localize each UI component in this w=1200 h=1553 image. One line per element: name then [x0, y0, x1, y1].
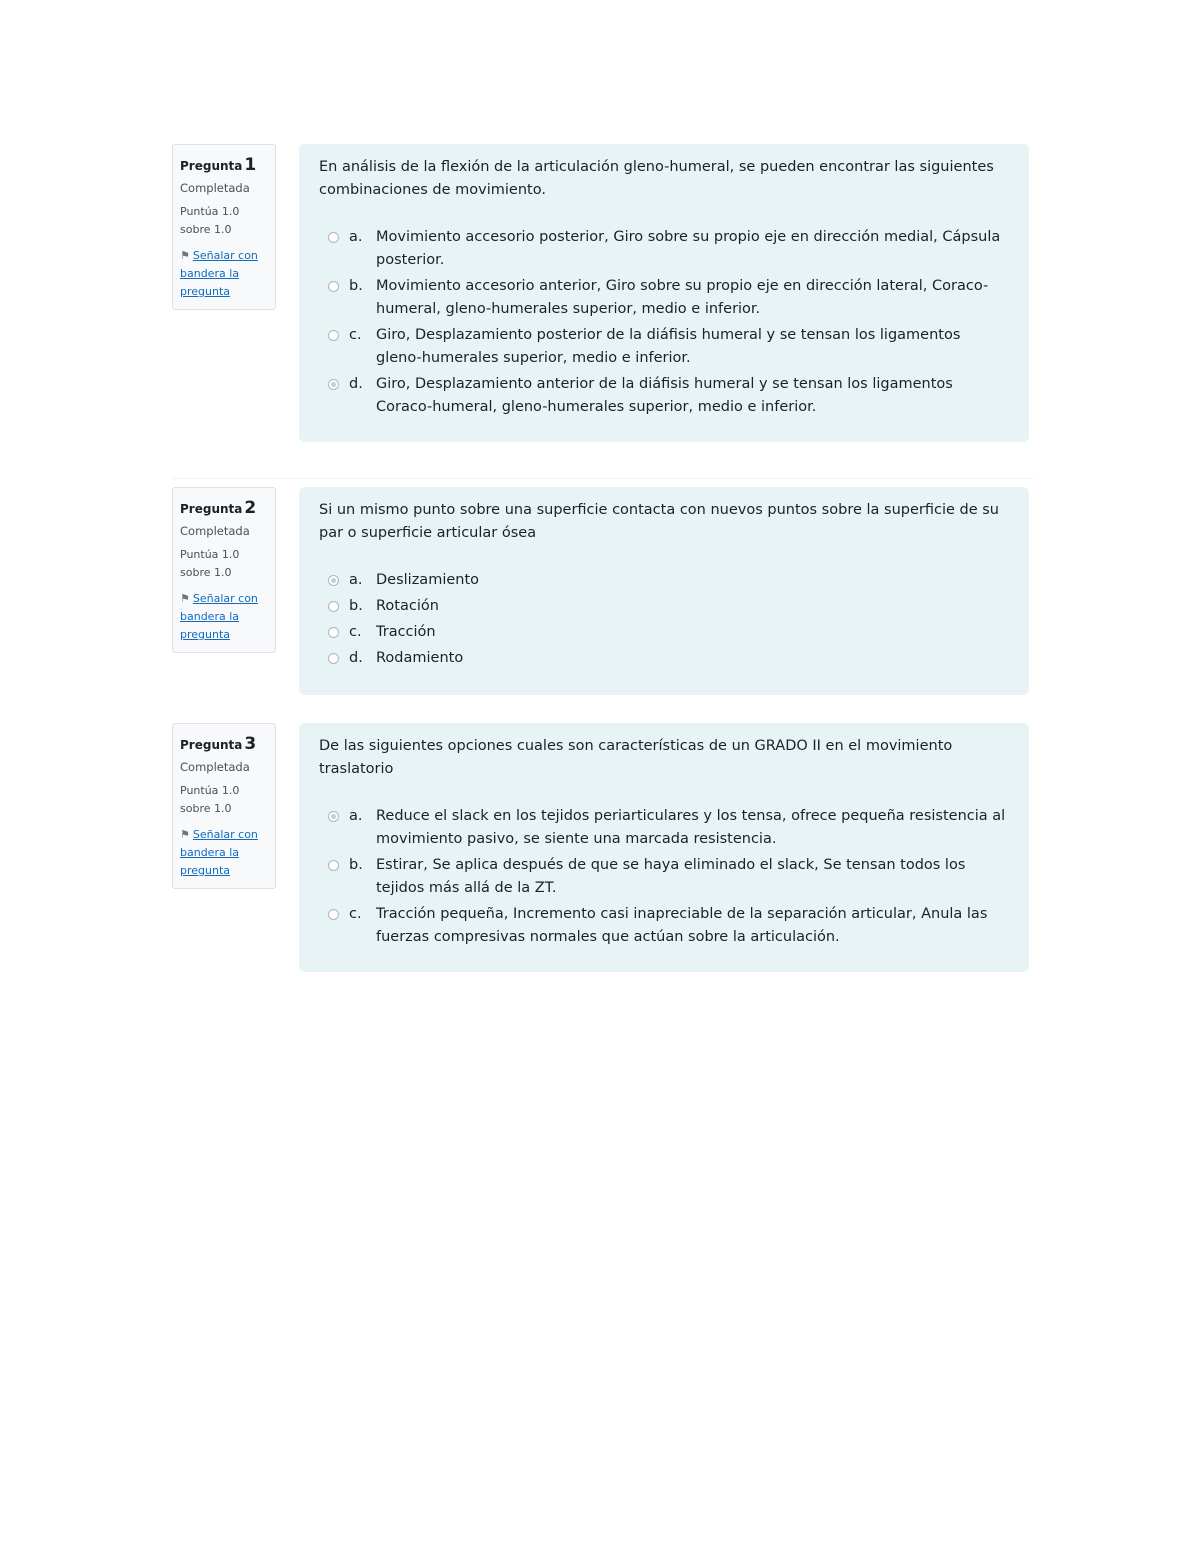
- answer-letter: a.: [349, 229, 363, 245]
- answer-option-a[interactable]: [319, 569, 1009, 592]
- flag-question-text[interactable]: Señalar con bandera la pregunta: [180, 249, 258, 298]
- question-info: [172, 144, 276, 310]
- radio-button[interactable]: [328, 330, 339, 341]
- radio-button-selected[interactable]: [328, 575, 339, 586]
- flag-icon: ⚑: [180, 828, 190, 841]
- answer-text: Estirar, Se aplica después de que se haya eliminado el slack, Se tensan todos los tejidos más allá de la ZT.: [376, 857, 966, 896]
- answer-option-a[interactable]: [319, 805, 1009, 851]
- answer-letter: b.: [349, 857, 363, 873]
- question-label: Pregunta: [180, 502, 243, 516]
- answer-letter: d.: [349, 376, 363, 392]
- question-divider: [172, 478, 1034, 479]
- answer-text: Deslizamiento: [376, 572, 480, 588]
- radio-button-selected[interactable]: [328, 379, 339, 390]
- radio-button[interactable]: [328, 627, 339, 638]
- answer-text: Rodamiento: [376, 650, 464, 666]
- question-content: [299, 487, 1029, 695]
- flag-question-link[interactable]: [180, 826, 272, 880]
- answer-letter: c.: [349, 624, 362, 640]
- question-state: Completada: [180, 524, 250, 538]
- question-grade: Puntúa 1.0 sobre 1.0: [180, 784, 240, 815]
- answer-letter: a.: [349, 572, 363, 588]
- question-state: Completada: [180, 760, 250, 774]
- answer-option-a[interactable]: [319, 226, 1009, 272]
- answer-text: Movimiento accesorio anterior, Giro sobre su propio eje en dirección lateral, Coraco-humeral, gleno-humerales superior, medio e inferior.: [376, 278, 989, 317]
- answer-letter: c.: [349, 906, 362, 922]
- answer-option-c[interactable]: [319, 621, 1009, 644]
- answer-text: Rotación: [376, 598, 439, 614]
- answer-option-d[interactable]: [319, 373, 1009, 419]
- question-info: [172, 487, 276, 653]
- question-content: [299, 723, 1029, 972]
- answer-option-b[interactable]: [319, 595, 1009, 618]
- question-number: [180, 734, 275, 754]
- answer-letter: b.: [349, 598, 363, 614]
- question-number: [180, 155, 275, 175]
- question-label: Pregunta: [180, 159, 243, 173]
- question-grade: Puntúa 1.0 sobre 1.0: [180, 548, 240, 579]
- flag-question-link[interactable]: [180, 590, 272, 644]
- question-number-value: 2: [244, 498, 257, 518]
- radio-button[interactable]: [328, 281, 339, 292]
- answer-text: Giro, Desplazamiento posterior de la diáfisis humeral y se tensan los ligamentos gleno-humerales superior, medio e inferior.: [376, 327, 961, 366]
- answer-letter: b.: [349, 278, 363, 294]
- answer-option-d[interactable]: [319, 647, 1009, 670]
- question-text: En análisis de la flexión de la articulación gleno-humeral, se pueden encontrar las siguientes combinaciones de movimiento.: [319, 159, 994, 198]
- answer-option-c[interactable]: [319, 903, 1009, 949]
- answer-text: Tracción pequeña, Incremento casi inapreciable de la separación articular, Anula las fuerzas compresivas normales que actúan sobre la articulación.: [376, 906, 988, 945]
- radio-button[interactable]: [328, 860, 339, 871]
- flag-question-link[interactable]: [180, 247, 272, 301]
- answer-letter: a.: [349, 808, 363, 824]
- question-info: [172, 723, 276, 889]
- question-content: [299, 144, 1029, 442]
- radio-button-selected[interactable]: [328, 811, 339, 822]
- question-number-value: 1: [244, 155, 257, 175]
- radio-button[interactable]: [328, 653, 339, 664]
- answer-option-b[interactable]: [319, 275, 1009, 321]
- answer-text: Reduce el slack en los tejidos periarticulares y los tensa, ofrece pequeña resistencia al movimiento pasivo, se siente una marcada resistencia.: [376, 808, 1006, 847]
- question-text: De las siguientes opciones cuales son características de un GRADO II en el movimiento traslatorio: [319, 738, 953, 777]
- answer-letter: d.: [349, 650, 363, 666]
- question-state: Completada: [180, 181, 250, 195]
- answer-text: Movimiento accesorio posterior, Giro sobre su propio eje en dirección medial, Cápsula posterior.: [376, 229, 1001, 268]
- answer-text: Tracción: [376, 624, 436, 640]
- question-grade: Puntúa 1.0 sobre 1.0: [180, 205, 240, 236]
- answer-text: Giro, Desplazamiento anterior de la diáfisis humeral y se tensan los ligamentos Coraco-humeral, gleno-humerales superior, medio e inferior.: [376, 376, 953, 415]
- question-label: Pregunta: [180, 738, 243, 752]
- flag-icon: ⚑: [180, 249, 190, 262]
- answer-option-c[interactable]: [319, 324, 1009, 370]
- answer-letter: c.: [349, 327, 362, 343]
- flag-icon: ⚑: [180, 592, 190, 605]
- radio-button[interactable]: [328, 601, 339, 612]
- flag-question-text[interactable]: Señalar con bandera la pregunta: [180, 592, 258, 641]
- answer-option-b[interactable]: [319, 854, 1009, 900]
- radio-button[interactable]: [328, 909, 339, 920]
- question-number-value: 3: [244, 734, 257, 754]
- radio-button[interactable]: [328, 232, 339, 243]
- question-text: Si un mismo punto sobre una superficie contacta con nuevos puntos sobre la superficie de su par o superficie articular ósea: [319, 502, 999, 541]
- flag-question-text[interactable]: Señalar con bandera la pregunta: [180, 828, 258, 877]
- question-number: [180, 498, 275, 518]
